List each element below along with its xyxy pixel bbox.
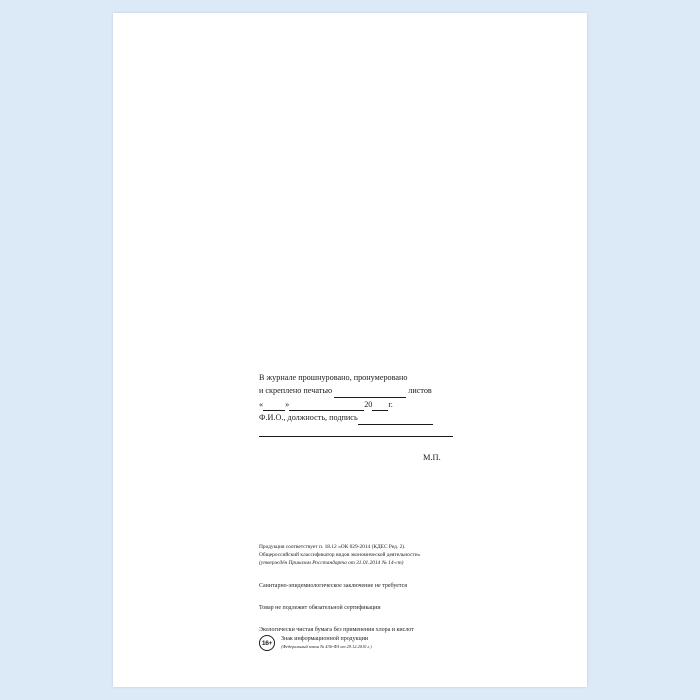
- footer-p1-line3: (утверждён Приказом Росстандарта от 31.01.2014 № 14-ст): [259, 560, 404, 567]
- signature-blank[interactable]: [358, 415, 433, 425]
- certification-line-3: [259, 398, 559, 411]
- certification-line-4: [259, 411, 559, 424]
- age-rating-law-note: (Федеральный закон № 436-ФЗ от 29.12.2010 г.): [281, 643, 372, 649]
- age-rating-texts: [281, 636, 372, 650]
- footer-paragraph-3: Товар не подлежит обязательной сертификации: [259, 604, 381, 611]
- age-rating-label: Знак информационной продукции: [281, 636, 369, 643]
- footer-paragraph-2: Санитарно-эпидемиологическое заключение не требуется: [259, 582, 408, 589]
- certification-line-2: [259, 384, 559, 397]
- certification-line-2-suffix: листов: [408, 386, 432, 396]
- certification-line-1: В журнале прошнуровано, пронумеровано: [259, 373, 408, 382]
- certification-block: [259, 371, 559, 437]
- date-open-quote: «: [259, 399, 264, 409]
- footer-legal-block: [259, 543, 569, 635]
- extra-blank-rule[interactable]: [259, 426, 453, 437]
- year-blank[interactable]: [372, 401, 388, 411]
- sheets-count-blank[interactable]: [334, 388, 406, 398]
- paper-sheet: [113, 13, 587, 687]
- footer-paragraph-1: [259, 543, 569, 568]
- year-prefix: 20: [364, 399, 373, 409]
- year-suffix: г.: [388, 399, 393, 409]
- footer-p1-line1: Продукция соответствует п. 18.12 «ОК 029-2014 (КДЕС Ред. 2).: [259, 544, 406, 550]
- date-close-quote: »: [285, 399, 290, 409]
- certification-line-2-prefix: и скреплено печатью: [259, 386, 333, 396]
- stamp-place-label: М.П.: [423, 453, 441, 462]
- age-rating-row: [259, 635, 372, 651]
- age-rating-icon: 16+: [259, 635, 275, 651]
- day-blank[interactable]: [263, 401, 285, 411]
- certification-line-4-label: Ф.И.О., должность, подпись: [259, 413, 358, 423]
- footer-paragraph-4: Экологически чистая бумага без применения хлора и кислот: [259, 626, 414, 633]
- month-blank[interactable]: [289, 401, 364, 411]
- footer-p1-line2: Общероссийский классификатор видов экономической деятельности»: [259, 552, 421, 559]
